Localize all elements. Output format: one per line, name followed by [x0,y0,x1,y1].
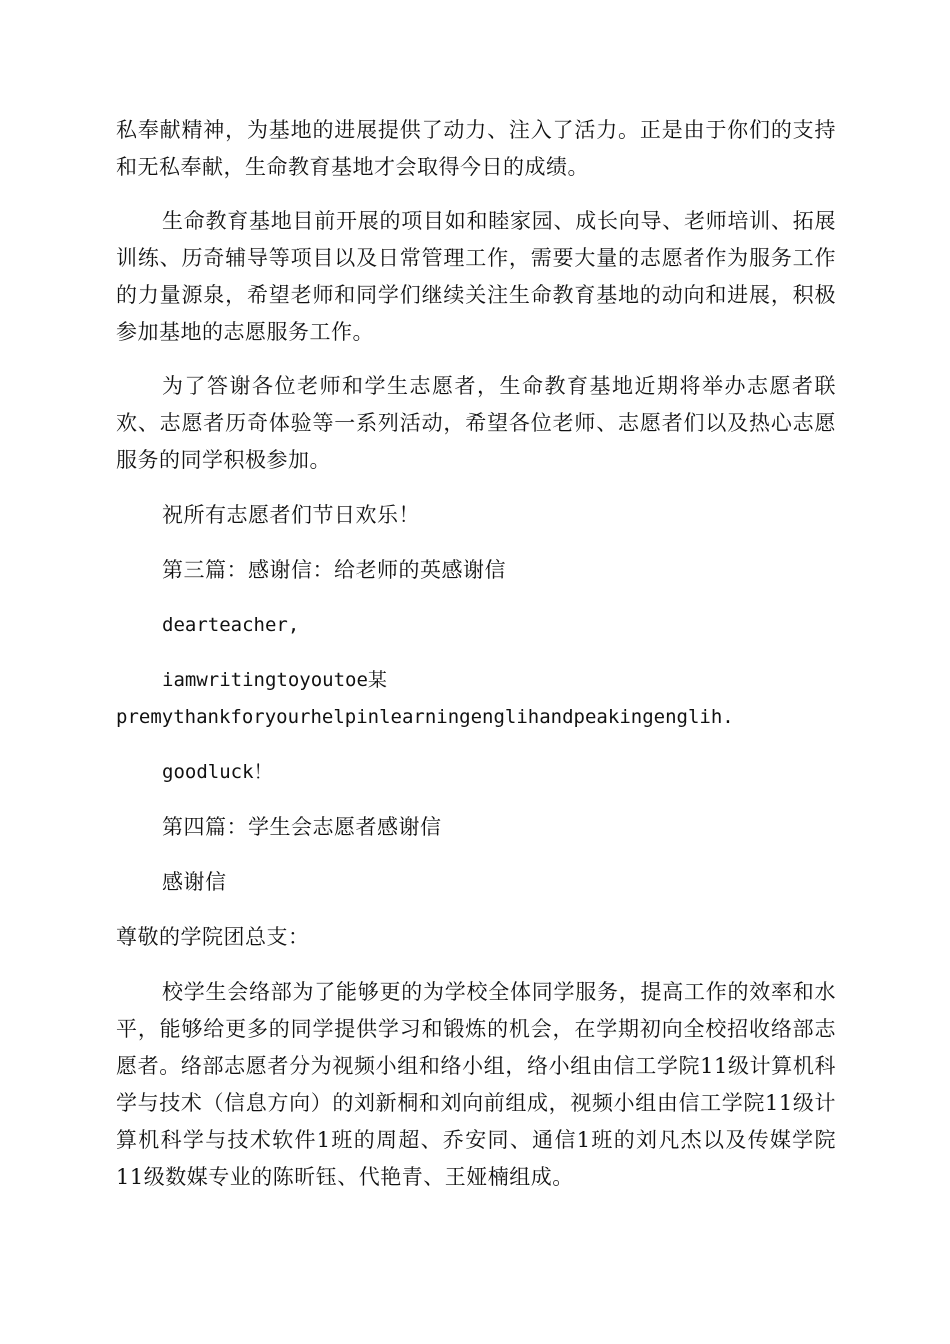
letter-salutation: 尊敬的学院团总支： [116,925,310,949]
paragraph-projects: 生命教育基地目前开展的项目如和睦家园、成长向导、老师培训、拓展训练、历奇辅导等项目以及日常管理工作，需要大量的志愿者作为服务工作的力量源泉，希望老师和同学们继续关注生命教育基地的动向和进展，积极参加基地的志愿服务工作。 [116,209,836,344]
letter-body: 校学生会络部为了能够更的为学校全体同学服务，提高工作的效率和水平，能够给更多的同学提供学习和锻炼的机会，在学期初向全校招收络部志愿者。络部志愿者分为视频小组和络小组，络小组由信工学院11级计算机科学与技术（信息方向）的刘新桐和刘向前组成，视频小组由信工学院11级计算机科学与技术软件1班的周超、乔安同、通信1班的刘凡杰以及传媒学院11级数媒专业的陈昕钰、代艳青、王娅楠组成。 [116,980,836,1189]
english-body-line-1: iamwritingtoyoutoe某 [162,669,387,691]
letter-title: 感谢信 [162,870,227,894]
english-body-line-2: premythankforyourhelpinlearningenglihandpeakingenglih. [116,706,734,728]
document-body [116,112,836,1196]
english-closing: goodluck！ [162,761,273,783]
section-heading-3: 第三篇：感谢信：给老师的英感谢信 [162,558,506,582]
english-salutation: dearteacher, [162,614,300,636]
paragraph-activities: 为了答谢各位老师和学生志愿者，生命教育基地近期将举办志愿者联欢、志愿者历奇体验等一系列活动，希望各位老师、志愿者们以及热心志愿服务的同学积极参加。 [116,374,836,472]
greeting-line: 祝所有志愿者们节日欢乐！ [162,503,420,527]
section-heading-4: 第四篇：学生会志愿者感谢信 [162,815,442,839]
paragraph-continuation: 私奉献精神，为基地的进展提供了动力、注入了活力。正是由于你们的支持和无私奉献，生命教育基地才会取得今日的成绩。 [116,118,836,179]
